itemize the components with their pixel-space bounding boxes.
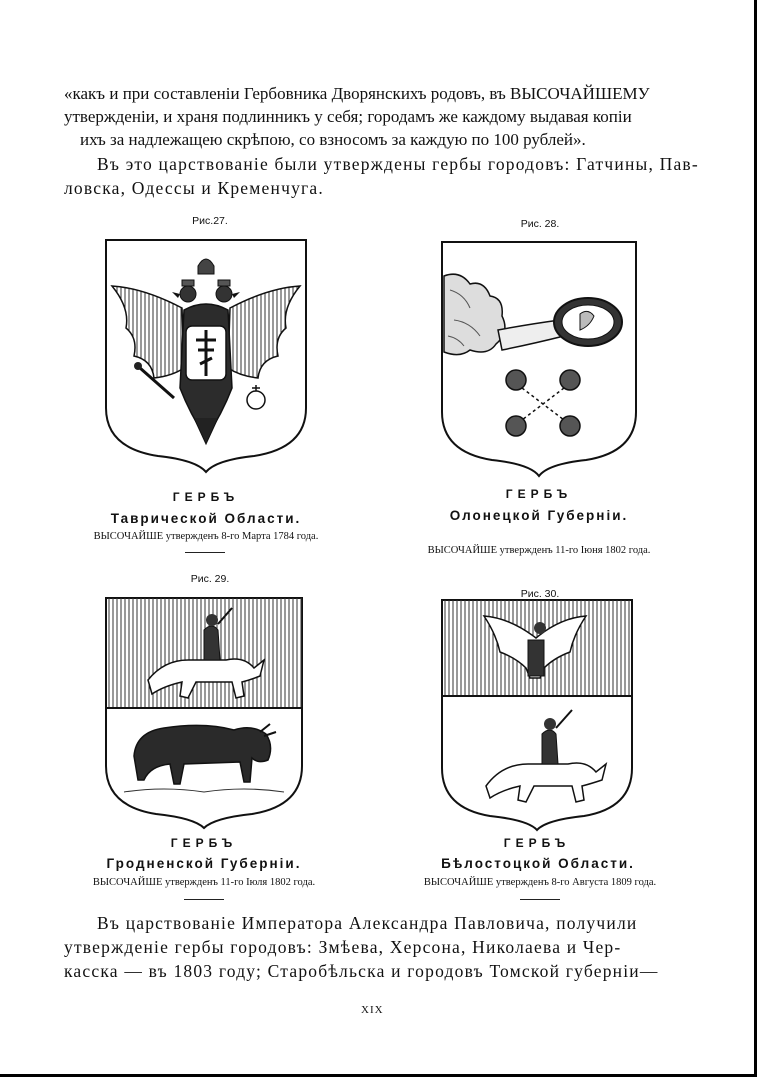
figure-27-region: Таврической Области. [110,511,302,526]
figure-29-approved: ВЫСОЧАЙШЕ утвержденъ 11-го Іюля 1802 года. [92,877,316,888]
figure-30-label: Рис. 30. [520,588,560,600]
figure-27-label: Рис.27. [192,215,228,227]
figure-30-rule [520,899,560,900]
grodno-coat-of-arms [104,596,304,830]
figure-27-approved: ВЫСОЧАЙШЕ утвержденъ 8-го Марта 1784 года. [93,531,319,542]
page-number: XIX [361,1004,384,1016]
figure-28-gerb: ГЕРБЪ [505,487,573,501]
figure-28-label: Рис. 28. [520,218,560,230]
figure-30-approved: ВЫСОЧАЙШЕ утвержденъ 8-го Августа 1809 года. [423,877,657,888]
figure-29-region: Гродненской Губерніи. [106,856,302,871]
paragraph-1-line-2: ловска, Одессы и Кременчуга. [64,178,324,198]
paragraph-2-line-2: утвержденіе гербы городовъ: Змѣева, Херсона, Николаева и Чер- [64,937,622,957]
paragraph-2-line-1: Въ царствованіе Императора Александра Павловича, получили [97,913,638,933]
intro-line-1: «какъ и при составленіи Гербовника Дворянскихъ родовъ, въ ВЫСОЧАЙШЕМУ [64,84,650,103]
paragraph-1-line-1: Въ это царствованіе были утверждены гербы городовъ: Гатчины, Пав- [97,154,699,174]
figure-29-gerb: ГЕРБЪ [170,836,238,850]
intro-line-3: ихъ за надлежащею скрѣпою, со взносомъ за каждую по 100 рублей». [80,130,586,149]
figure-27-gerb: ГЕРБЪ [172,490,240,504]
olonets-coat-of-arms [440,240,638,478]
figure-30-gerb: ГЕРБЪ [503,836,571,850]
bialystok-coat-of-arms [440,598,634,832]
paragraph-2-line-3: касска — въ 1803 году; Старобѣльска и городовъ Томской губерніи— [64,961,659,981]
figure-29-label: Рис. 29. [190,573,230,585]
figure-27-rule [185,552,225,553]
figure-29-rule [184,899,224,900]
figure-28-approved: ВЫСОЧАЙШЕ утвержденъ 11-го Іюня 1802 года. [427,545,651,556]
taurida-coat-of-arms [104,238,308,474]
intro-line-2: утвержденіи, и храня подлинникъ у себя; городамъ же каждому выдавая копіи [64,107,632,126]
figure-30-region: Бѣлостоцкой Области. [441,856,635,871]
figure-28-region: Олонецкой Губерніи. [449,508,629,523]
